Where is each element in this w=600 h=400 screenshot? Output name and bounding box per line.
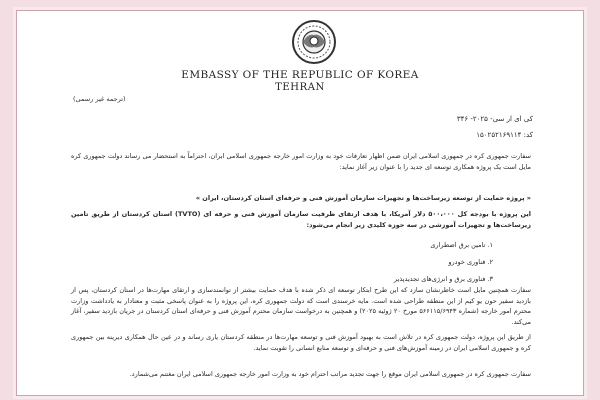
paragraph-intro: سفارت جمهوری کره در جمهوری اسلامی ایران ضمن اظهار تعارفات خود به وزارت امور خارجه جمهوری اسلامی ایران، احتراماً به استحضار می رساند دولت جمهوری کره مایل است یک پروژه همکاری توسعه ای جدید را با عنوان زیر آغاز نماید: (71, 152, 531, 171)
list-item: ۳. فناوری برق و انرژی‌های تجدیدپذیر (393, 275, 493, 283)
focus-area-list (394, 237, 493, 288)
reference-number: کی ای ار سی- ۲۰۲۵- ۳۴۶ (456, 115, 533, 123)
paragraph-background: سفارت همچنین مایل است خاطرنشان سازد که این طرح ابتکار توسعه ای ذکر شده با هدف حمایت بیشتر از توانمندسازی و ارتقای مهارت‌ها در استان کردستان، پس از بازدید سفیر حون یو کیم از این منطقه طراحی شده است. مایه خرسندی است که دولت جمهوری کره، این پروژه را به عنوان پاسخی مثبت و معنادار به یادداشت وزارت محترم امور خارجه (شماره ۵۶۶۱۱۵/۶۹۴۳ مورخ ۲۰ ژوئیه ۲۰۲۵) و همچنین به درخواست سازمان محترم آموزش فنی و حرفه‌ای استان کردستان در جریان بازدید سفیر، آغاز می‌کند. (71, 286, 531, 326)
paragraph-closing: سفارت جمهوری کره در جمهوری اسلامی ایران موقع را جهت تجدید مراتب احترام خود به وزارت امور خارجه جمهوری اسلامی ایران مغتنم می‌شمارد. (129, 370, 531, 378)
project-title: « پروژه حمایت از توسعه زیرساخت‌ها و تجهیزات سازمان آموزش فنی و حرفه‌ای استان کردستان، ایران » (195, 194, 531, 202)
paragraph-goal: از طریق این پروژه، دولت جمهوری کره در تلاش است به بهبود آموزش فنی و توسعه مهارت‌ها در منطقه کردستان یاری رساند و در عین حال همکاری دیرینه بین جمهوری کره و جمهوری اسلامی ایران در زمینه آموزش‌های فنی و حرفه‌ای و توسعه منابع انسانی را تقویت نماید. (71, 333, 531, 352)
reference-code: کد: ۱۵۰۲۵۲۱۶۹۱۱۴ (476, 131, 533, 139)
embassy-city: TEHRAN (275, 82, 325, 93)
document-page (16, 10, 584, 396)
embassy-name: EMBASSY OF THE REPUBLIC OF KOREA (181, 69, 419, 81)
list-item: ۱. تامین برق اضطراری (430, 241, 493, 249)
reference-block (457, 111, 533, 143)
list-item: ۲. فناوری خودرو (448, 258, 493, 266)
paragraph-budget: این پروژه با بودجه کل ۵۰۰،۰۰۰ دلار آمریکا، با هدف ارتقای ظرفیت سازمان آموزش فنی و حرفه ای (TVTO) استان کردستان از طریق تامین زیرساخت‌ها و تجهیزات آموزشی در سه حوزه کلیدی زیر انجام می‌شود: (71, 210, 531, 229)
embassy-seal-icon (291, 19, 337, 65)
unofficial-translation-label: (ترجمه غیر رسمی) (73, 95, 126, 103)
